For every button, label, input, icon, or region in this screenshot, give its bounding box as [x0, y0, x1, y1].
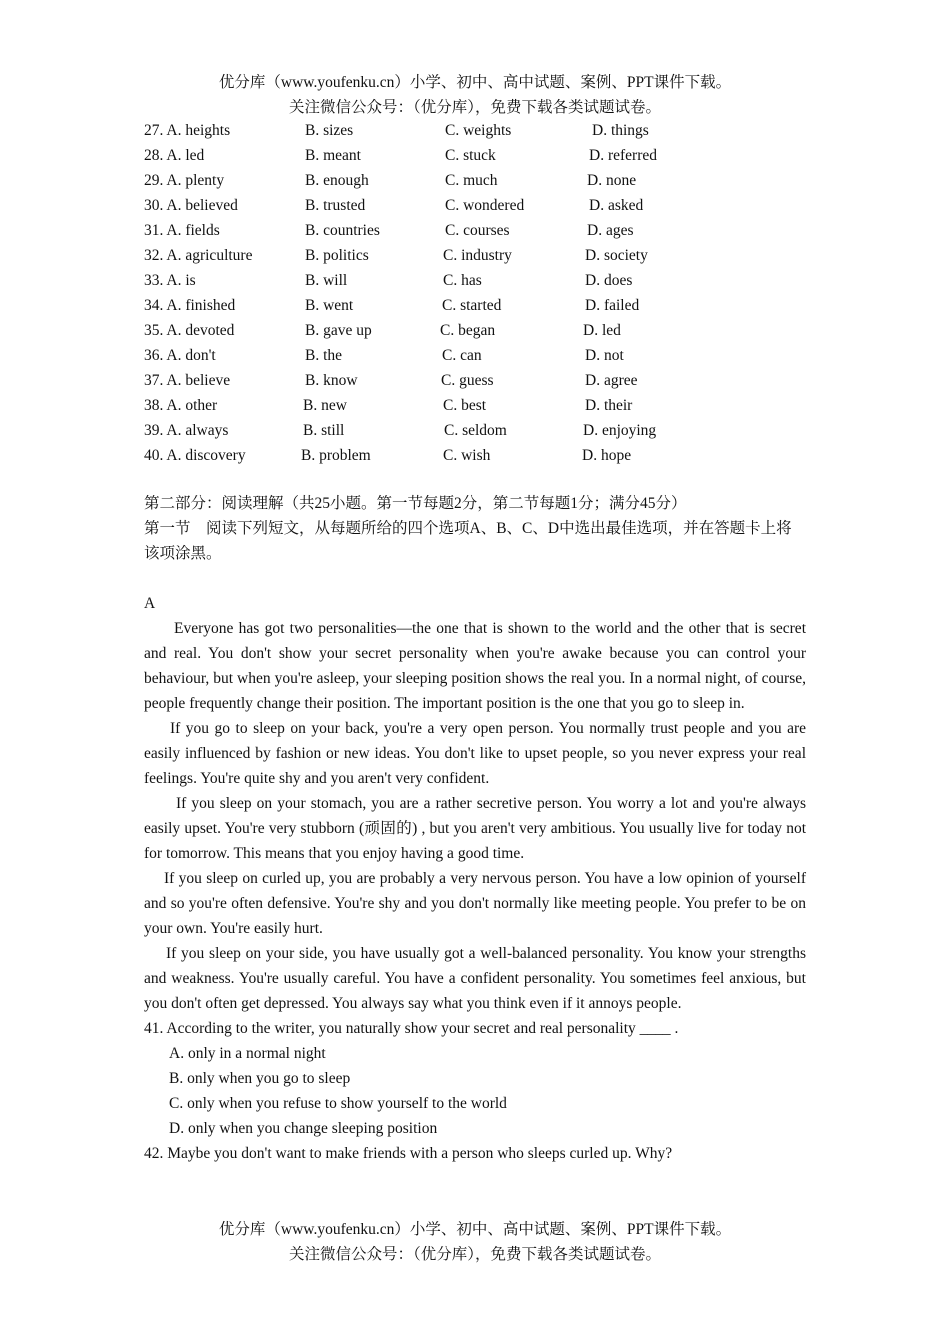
question-42-stem: 42. Maybe you don't want to make friends with a person who sleeps curled up. Why? [144, 1145, 673, 1162]
passage-label: A [144, 595, 156, 612]
question-41-option-d: D. only when you change sleeping position [169, 1120, 438, 1137]
option-d: D. does [585, 272, 633, 289]
option-b: B. new [303, 397, 347, 414]
passage-paragraph: If you sleep on your stomach, you are a rather secretive person. You worry a lot and you're always easily upset. You're very stubborn (顽固的) , but you aren't very ambitious. You usually live for today not for tomorrow. This means that you enjoy having a good time. [144, 795, 806, 862]
option-d: D. asked [589, 197, 644, 214]
option-c: C. can [442, 347, 482, 364]
passage-paragraph: If you go to sleep on your back, you're a very open person. You normally trust people and you are easily influenced by fashion or new ideas. You don't like to upset people, so you never express your real feelings. You're quite shy and you aren't very confident. [144, 720, 806, 787]
option-d: D. not [585, 347, 624, 364]
option-row [144, 268, 804, 293]
option-c: C. wondered [445, 197, 525, 214]
option-b: B. trusted [305, 197, 366, 214]
option-b: B. gave up [305, 322, 372, 339]
option-a: 30. A. believed [144, 197, 238, 214]
option-d: D. enjoying [583, 422, 657, 439]
option-row [144, 293, 804, 318]
option-d: D. hope [582, 447, 632, 464]
option-a: 28. A. led [144, 147, 205, 164]
option-d: D. society [585, 247, 648, 264]
option-row [144, 318, 804, 343]
option-row [144, 218, 804, 243]
footer-line-1: 优分库（www.youfenku.cn）小学、初中、高中试题、案例、PPT课件下载。 [218, 1221, 732, 1238]
option-row [144, 418, 804, 443]
option-c: C. industry [443, 247, 512, 264]
option-c: C. stuck [445, 147, 496, 164]
option-c: C. wish [443, 447, 491, 464]
option-d: D. failed [585, 297, 640, 314]
option-a: 38. A. other [144, 397, 218, 414]
question-41-option-c: C. only when you refuse to show yourself to the world [169, 1095, 507, 1112]
page-footer [0, 1217, 950, 1267]
passage-paragraph: If you sleep on curled up, you are probably a very nervous person. You have a low opinion of yourself and so you're often defensive. You're shy and you don't normally like meeting people. You prefer to be on your own. You're easily hurt. [144, 870, 806, 937]
option-b: B. went [305, 297, 354, 314]
option-b: B. sizes [305, 122, 354, 139]
option-a: 27. A. heights [144, 122, 231, 139]
cloze-options-list [144, 118, 804, 468]
option-row [144, 143, 804, 168]
option-row [144, 168, 804, 193]
header-line-1: 优分库（www.youfenku.cn）小学、初中、高中试题、案例、PPT课件下载。 [218, 74, 732, 91]
option-c: C. began [440, 322, 496, 339]
option-c: C. much [445, 172, 498, 189]
option-a: 39. A. always [144, 422, 229, 439]
option-b: B. will [305, 272, 348, 289]
option-row [144, 118, 804, 143]
option-d: D. ages [587, 222, 634, 239]
option-a: 31. A. fields [144, 222, 220, 239]
option-b: B. countries [305, 222, 380, 239]
page-header [0, 70, 950, 120]
question-41-option-b: B. only when you go to sleep [169, 1070, 351, 1087]
option-row [144, 393, 804, 418]
option-a: 32. A. agriculture [144, 247, 253, 264]
main-content [144, 491, 806, 1166]
option-c: C. guess [441, 372, 494, 389]
option-a: 34. A. finished [144, 297, 236, 314]
passage-paragraph: If you sleep on your side, you have usually got a well-balanced personality. You know your strengths and weakness. You're usually careful. You have a confident personality. You sometimes feel anxious, but you don't often get depressed. You always say what you think even if it annoys people. [144, 945, 806, 1012]
option-b: B. problem [301, 447, 371, 464]
passage-paragraph: Everyone has got two personalities—the one that is shown to the world and the other that is secret and real. You don't show your secret personality when you're awake because you can control your behaviour, but when you're asleep, your sleeping position shows the real you. In a normal night, of course, people frequently change their position. The important position is the one that you go to sleep in. [144, 620, 806, 712]
part2-title: 第二部分：阅读理解（共25小题。第一节每题2分，第二节每题1分；满分45分） [144, 495, 687, 512]
option-c: C. weights [445, 122, 512, 139]
option-a: 35. A. devoted [144, 322, 235, 339]
option-row [144, 193, 804, 218]
option-row [144, 368, 804, 393]
option-b: B. the [305, 347, 343, 364]
option-c: C. seldom [444, 422, 507, 439]
option-a: 29. A. plenty [144, 172, 225, 189]
option-row [144, 343, 804, 368]
header-line-2: 关注微信公众号：（优分库），免费下载各类试题试卷。 [288, 99, 661, 116]
option-c: C. started [442, 297, 502, 314]
option-a: 33. A. is [144, 272, 196, 289]
footer-line-2: 关注微信公众号：（优分库），免费下载各类试题试卷。 [288, 1246, 661, 1263]
question-41-stem: 41. According to the writer, you naturally show your secret and real personality ____ . [144, 1020, 679, 1037]
option-row [144, 443, 804, 468]
option-a: 40. A. discovery [144, 447, 246, 464]
option-c: C. has [443, 272, 482, 289]
option-b: B. politics [305, 247, 369, 264]
option-b: B. enough [305, 172, 369, 189]
option-d: D. led [583, 322, 621, 339]
option-c: C. best [443, 397, 487, 414]
option-c: C. courses [445, 222, 510, 239]
option-row [144, 243, 804, 268]
question-41-option-a: A. only in a normal night [169, 1045, 326, 1062]
option-b: B. meant [305, 147, 361, 164]
option-a: 37. A. believe [144, 372, 231, 389]
option-a: 36. A. don't [144, 347, 216, 364]
part2-instruction: 第一节 阅读下列短文，从每题所给的四个选项A、B、C、D中选出最佳选项，并在答题卡上将该项涂黑。 [144, 520, 792, 562]
option-d: D. none [587, 172, 637, 189]
option-b: B. still [303, 422, 345, 439]
option-d: D. referred [589, 147, 657, 164]
option-d: D. agree [585, 372, 638, 389]
option-d: D. their [585, 397, 633, 414]
option-b: B. know [305, 372, 358, 389]
option-d: D. things [592, 122, 649, 139]
